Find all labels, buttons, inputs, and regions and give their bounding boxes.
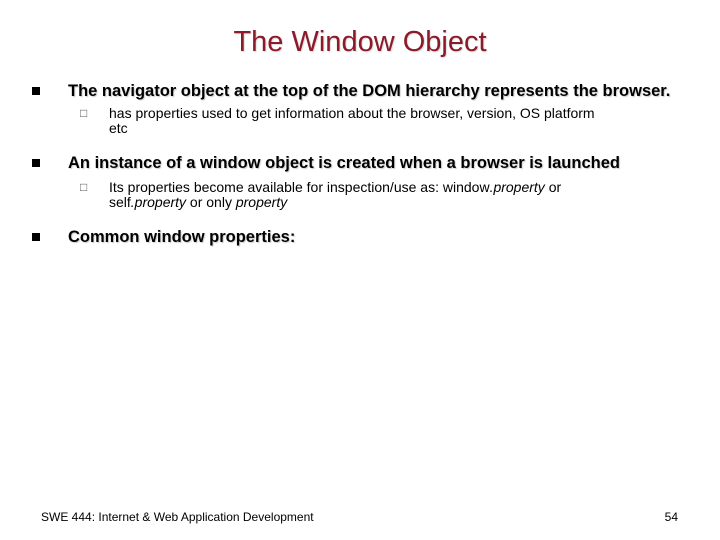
code-object-name: window [442, 179, 490, 195]
square-bullet-icon [32, 159, 40, 167]
code-property-name: property [235, 194, 288, 210]
sub-bullet-line: has properties used to get information about the browser, version, OS platform [109, 105, 595, 121]
sub-bullet-line: etc [109, 120, 128, 136]
bullet-keyword: navigator [101, 82, 177, 100]
sub-bullet-fragment: Its properties become available for inspection/use as: [109, 179, 443, 195]
hollow-square-bullet-icon: □ [80, 106, 88, 120]
bullet-text-suffix: object at the top of the DOM hierarchy represents the browser. [176, 82, 671, 100]
code-property-name: .property [489, 179, 545, 195]
bullet-text-prefix: The [68, 82, 102, 100]
bullet-text-prefix: An instance of a [68, 154, 201, 172]
slide-title: The Window Object [233, 26, 487, 58]
bullet-text: Common window properties: [68, 228, 296, 246]
bullet-text [68, 81, 708, 101]
square-bullet-icon [32, 87, 40, 95]
sub-bullet-line [109, 180, 669, 195]
bullet-text-suffix: object is created when a browser is launched [260, 154, 620, 172]
code-property-name: .property [130, 194, 187, 210]
bullet-keyword: window [200, 154, 261, 172]
footer-course-name: SWE 444: Internet & Web Application Development [41, 510, 314, 524]
bullet-text [68, 153, 708, 173]
sub-bullet-text [109, 106, 669, 136]
sub-bullet-line [109, 195, 669, 210]
square-bullet-icon [32, 233, 40, 241]
sub-bullet-fragment: or [544, 179, 562, 195]
code-object-name: self [109, 194, 131, 210]
footer-page-number: 54 [664, 510, 678, 524]
sub-bullet-fragment: or only [186, 194, 236, 210]
sub-bullet-text [109, 180, 669, 210]
hollow-square-bullet-icon: □ [80, 180, 88, 194]
